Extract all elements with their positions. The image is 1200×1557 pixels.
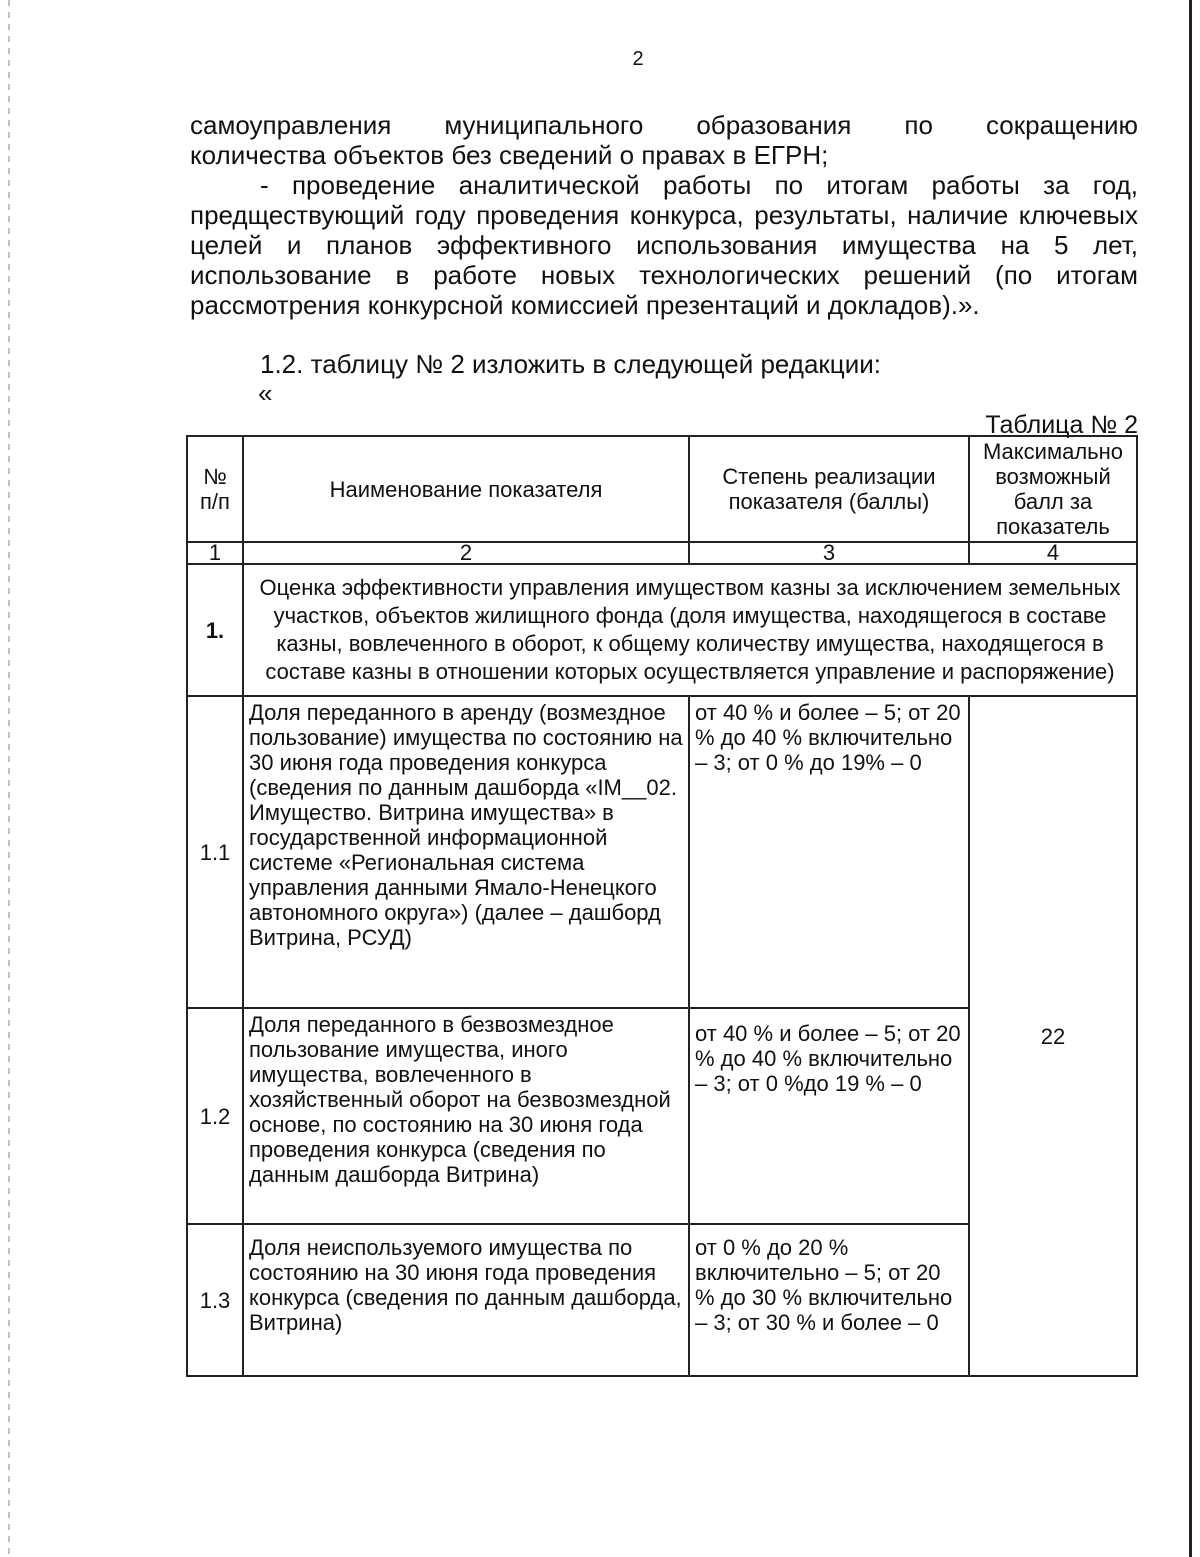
paragraph-1-line-2: количества объектов без сведений о правах в ЕГРН;: [190, 140, 829, 170]
paragraph-1-line-1: самоуправления муниципального образования по сокращению: [190, 110, 1138, 140]
section-row: [187, 564, 1137, 696]
row-name: Доля переданного в безвозмездное пользование имущества, иного имущества, вовлеченного в хозяйственный оборот на безвозмездной основе, по состоянию на 30 июня года проведения конкурса (сведения по данным дашборда Витрина): [243, 1008, 689, 1224]
row-degree: от 40 % и более – 5; от 20 % до 40 % включительно – 3; от 0 %до 19 % – 0: [689, 1008, 969, 1224]
page-number: 2: [632, 48, 644, 70]
scan-edge-right: [1189, 0, 1192, 1557]
table-caption: Таблица № 2: [985, 411, 1138, 439]
paragraph-1: [190, 110, 1138, 170]
row-name: Доля неиспользуемого имущества по состоянию на 30 июня года проведения конкурса (сведения по данным дашборда, Витрина): [243, 1224, 689, 1376]
indicators-table: [186, 435, 1138, 1377]
row-num: 1.1: [187, 696, 243, 1008]
row-degree: от 0 % до 20 % включительно – 5; от 20 % до 30 % включительно – 3; от 30 % и более – 0: [689, 1224, 969, 1376]
column-number-1: 1: [187, 542, 243, 564]
column-number-2: 2: [243, 542, 689, 564]
paragraph-2: - проведение аналитической работы по итогам работы за год, предществующий году проведения конкурса, результаты, наличие ключевых целей и планов эффективного использования имущества на 5 лет, использование в работе новых технологических решений (по итогам рассмотрения конкурсной комиссией презентаций и докладов).».: [190, 170, 1138, 320]
column-number-row: [187, 542, 1137, 564]
row-degree: от 40 % и более – 5; от 20 % до 40 % включительно – 3; от 0 % до 19% – 0: [689, 696, 969, 1008]
scan-edge-left: [8, 0, 10, 1557]
header-max: Максимально возможный балл за показатель: [969, 436, 1137, 542]
column-number-3: 3: [689, 542, 969, 564]
max-score: 22: [969, 696, 1137, 1376]
table-header-row: [187, 436, 1137, 542]
section-title: Оценка эффективности управления имуществом казны за исключением земельных участков, объектов жилищного фонда (доля имущества, находящегося в составе казны, вовлеченного в оборот, к общему количеству имущества, находящегося в составе казны в отношении которых осуществляется управление и распоряжение): [243, 564, 1137, 696]
row-num: 1.2: [187, 1008, 243, 1224]
row-name: Доля переданного в аренду (возмездное пользование) имущества по состоянию на 30 июня года проведения конкурса (сведения по данным дашборда «IM__02. Имущество. Витрина имущества» в государственной информационной системе «Региональная система управления данными Ямало-Ненецкого автономного округа») (далее – дашборд Витрина, РСУД): [243, 696, 689, 1008]
table-row: [187, 696, 1137, 1008]
column-number-4: 4: [969, 542, 1137, 564]
header-num: № п/п: [187, 436, 243, 542]
header-degree: Степень реализации показателя (баллы): [689, 436, 969, 542]
opening-quote: «: [258, 378, 273, 408]
section-num: 1.: [187, 564, 243, 696]
paragraph-3: 1.2. таблицу № 2 изложить в следующей редакции:: [260, 349, 881, 379]
header-name: Наименование показателя: [243, 436, 689, 542]
row-num: 1.3: [187, 1224, 243, 1376]
